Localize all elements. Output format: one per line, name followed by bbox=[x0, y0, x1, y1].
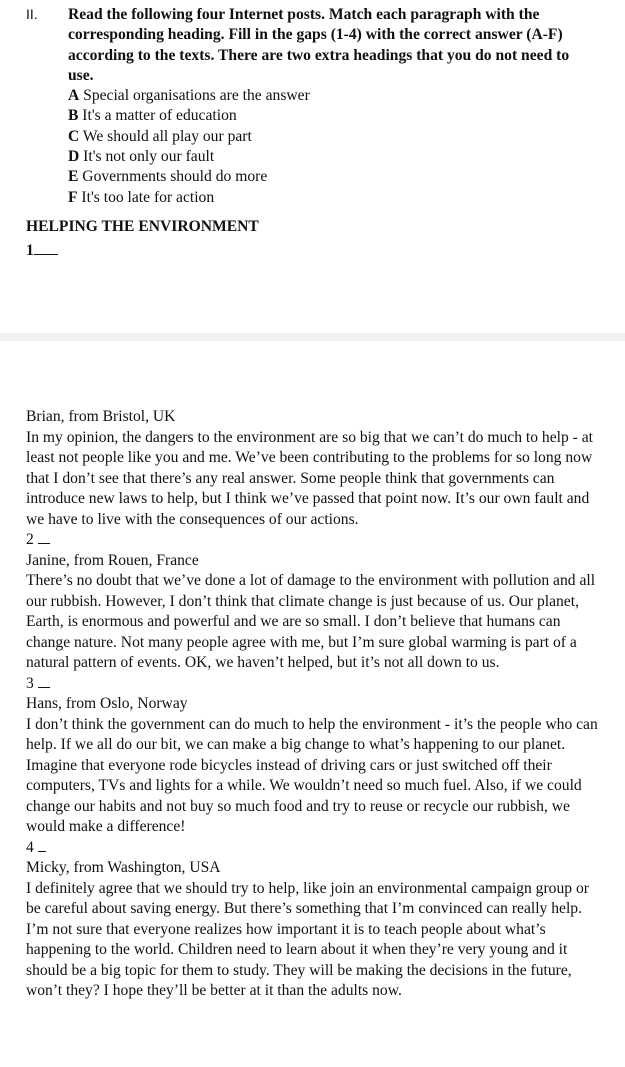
heading-text: It's too late for action bbox=[77, 188, 215, 206]
post-author: Micky, from Washington, USA bbox=[26, 859, 221, 876]
heading-letter: C bbox=[68, 127, 80, 145]
heading-letter: F bbox=[68, 188, 78, 206]
post-author: Hans, from Oslo, Norway bbox=[26, 695, 188, 712]
gap-number: 4 bbox=[26, 838, 34, 856]
heading-option-c bbox=[68, 127, 586, 147]
page-divider bbox=[0, 333, 625, 341]
heading-letter: E bbox=[68, 168, 79, 186]
article-title: HELPING THE ENVIRONMENT bbox=[26, 218, 259, 235]
post-text: In my opinion, the dangers to the environment are so big that we can’t do much to help - at least not people like you and me. We’ve been contributing to the problems for so long now that I don’t see that there’s any real answer. Some people think that governments can introduce new laws to help, but I think we’ve passed that point now. It’s our own fault and we have to live with the consequences of our actions. bbox=[26, 428, 594, 528]
heading-text: It's not only our fault bbox=[79, 148, 215, 166]
task-instructions: Read the following four Internet posts. Match each paragraph with the corresponding heading. Fill in the gaps (1-4) with the correct answer (A-F) according to the texts. There are two extra headings that you do not need to use. bbox=[68, 6, 570, 84]
headings-list bbox=[68, 86, 586, 208]
gap-4 bbox=[26, 838, 606, 859]
gap-3 bbox=[26, 674, 606, 695]
heading-text: Special organisations are the answer bbox=[79, 87, 310, 105]
post-author: Brian, from Bristol, UK bbox=[26, 408, 176, 425]
heading-text: It's a matter of education bbox=[78, 107, 237, 125]
gap-2 bbox=[26, 530, 606, 551]
task-number: II. bbox=[26, 6, 38, 22]
heading-letter: A bbox=[68, 87, 80, 105]
heading-text: Governments should do more bbox=[78, 168, 268, 186]
gap-number: 1 bbox=[26, 242, 34, 259]
gap-1 bbox=[26, 240, 58, 261]
post-text: I don’t think the government can do much to help the environment - it’s the people who can help. If we all do our bit, we can make a big change to what’s happening to our planet. Imagine that everyone rode bicycles instead of driving cars or just switched off their computers, TVs and lights for a while. We wouldn’t need so much fuel. Also, if we could change our habits and not buy so much food and try to reuse or recycle our rubbish, we would make a difference! bbox=[26, 715, 598, 835]
gap-blank bbox=[38, 674, 50, 688]
heading-option-d bbox=[68, 147, 586, 167]
heading-letter: D bbox=[68, 148, 80, 166]
heading-letter: B bbox=[68, 107, 79, 125]
post-text: There’s no doubt that we’ve done a lot of damage to the environment with pollution and all our rubbish. However, I don’t think that climate change is just because of us. Our planet, Earth, is enormous and powerful and we are so small. I don’t believe that humans can change nature. Not many people agree with me, but I’m sure global warming is part of a natural pattern of events. OK, we haven’t helped, but it’s not all down to us. bbox=[26, 572, 596, 671]
heading-option-b bbox=[68, 106, 586, 126]
heading-text: We should all play our part bbox=[79, 127, 252, 145]
gap-blank bbox=[38, 838, 46, 852]
top-page-section bbox=[0, 0, 625, 333]
heading-option-a bbox=[68, 86, 586, 106]
heading-option-e bbox=[68, 167, 586, 187]
gap-number: 2 bbox=[26, 531, 34, 548]
gap-blank bbox=[38, 530, 50, 544]
gap-number: 3 bbox=[26, 674, 34, 692]
post-text: I definitely agree that we should try to help, like join an environmental campaign group or be careful about saving energy. But there’s something that I’m convinced can really help. I’m not sure that everyone realizes how important it is to teach people about what’s happening to the world. Children need to learn about it when they’re very young and it should be a big topic for them to study. They will be making the decisions in the future, won’t they? I hope they’ll be better at it than the adults now. bbox=[26, 879, 589, 999]
gap-blank bbox=[34, 240, 58, 255]
posts-container bbox=[26, 407, 606, 1002]
task-block bbox=[26, 5, 586, 208]
heading-option-f bbox=[68, 188, 586, 208]
post-author: Janine, from Rouen, France bbox=[26, 551, 199, 569]
